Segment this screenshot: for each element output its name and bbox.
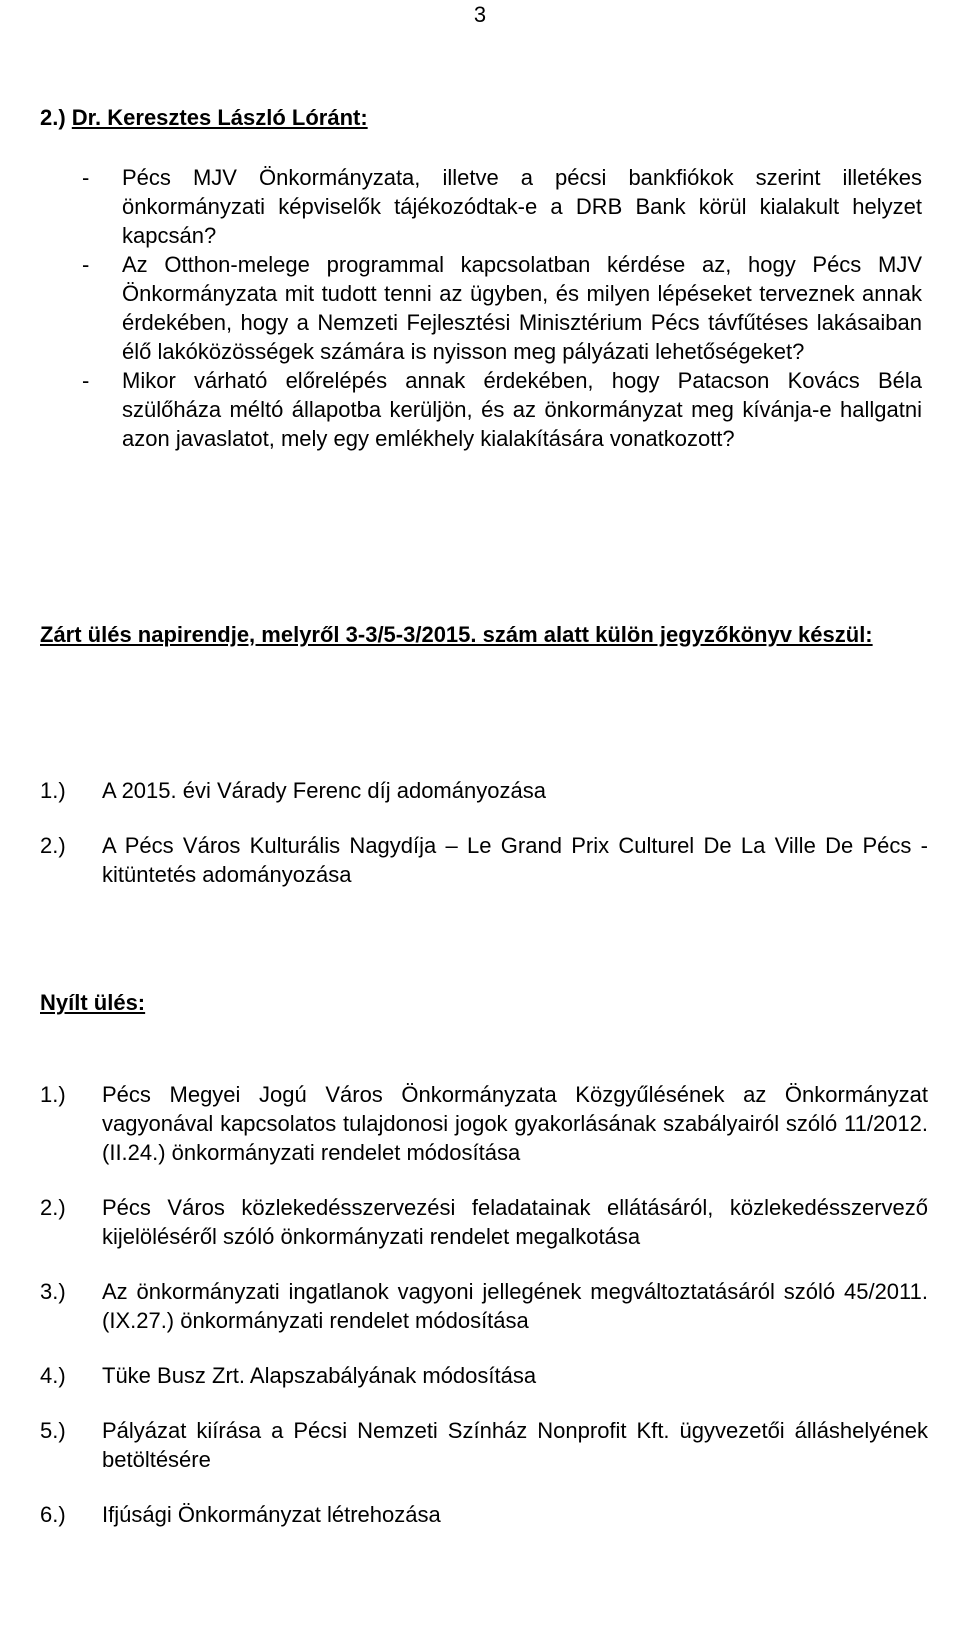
list-item-number: 2.) <box>40 833 66 858</box>
list-item-number: 1.) <box>40 778 66 803</box>
list-item <box>40 366 922 453</box>
list-item-text: Pécs Megyei Jogú Város Önkormányzata Közgyűlésének az Önkormányzat vagyonával kapcsolatos tulajdonosi jogok gyakorlásának szabályairól szóló 11/2012.(II.24.) önkormányzati rendelet módosítása <box>102 1082 928 1165</box>
list-item <box>40 1416 928 1474</box>
list-item <box>40 1361 928 1390</box>
open-session-heading: Nyílt ülés: <box>40 990 146 1015</box>
dash-marker: - <box>82 368 90 393</box>
interpellation-heading-name: Dr. Keresztes László Lóránt: <box>71 105 368 130</box>
page-number: 3 <box>473 2 487 27</box>
closed-session-heading: Zárt ülés napirendje, melyről 3-3/5-3/2015. szám alatt külön jegyzőkönyv készül: <box>40 622 873 647</box>
list-item-number: 1.) <box>40 1082 66 1107</box>
interpellation-items <box>40 163 922 453</box>
list-item <box>40 163 922 250</box>
list-item-number: 6.) <box>40 1502 66 1527</box>
list-item-text: Mikor várható előrelépés annak érdekében, hogy Patacson Kovács Béla szülőháza méltó állapotba kerüljön, és az önkormányzat meg kívánja-e hallgatni azon javaslatot, mely egy emlékhely kialakítására vonatkozott? <box>122 368 922 451</box>
interpellation-section <box>40 103 928 132</box>
dash-marker: - <box>82 252 90 277</box>
closed-session-section <box>40 620 928 649</box>
list-item <box>40 776 928 805</box>
list-item-text: A 2015. évi Várady Ferenc díj adományozása <box>102 778 546 803</box>
list-item-text: Az Otthon-melege programmal kapcsolatban kérdése az, hogy Pécs MJV Önkormányzata mit tudott tenni az ügyben, és milyen lépéseket terveznek annak érdekében, hogy a Nemzeti Fejlesztési Minisztérium Pécs távfűtéses lakásaiban élő lakóközösségek számára is nyisson meg pályázati lehetőségeket? <box>122 252 922 364</box>
list-item-number: 5.) <box>40 1418 66 1443</box>
list-item-text: Ifjúsági Önkormányzat létrehozása <box>102 1502 441 1527</box>
closed-session-items <box>40 776 928 889</box>
list-item-text: Pécs Város közlekedésszervezési feladatainak ellátásáról, közlekedésszervező kijelöléséről szóló önkormányzati rendelet megalkotása <box>102 1195 928 1249</box>
interpellation-heading-number: 2.) <box>40 105 72 130</box>
list-item <box>40 250 922 366</box>
interpellation-heading <box>40 103 928 132</box>
dash-marker: - <box>82 165 90 190</box>
list-item <box>40 1193 928 1251</box>
list-item-text: A Pécs Város Kulturális Nagydíja – Le Grand Prix Culturel De La Ville De Pécs - kitüntetés adományozása <box>102 833 928 887</box>
list-item-text: Az önkormányzati ingatlanok vagyoni jellegének megváltoztatásáról szóló 45/2011. (IX.27.) önkormányzati rendelet módosítása <box>102 1279 928 1333</box>
list-item-text: Pécs MJV Önkormányzata, illetve a pécsi bankfiókok szerint illetékes önkormányzati képviselők tájékozódtak-e a DRB Bank körül kialakult helyzet kapcsán? <box>122 165 922 248</box>
list-item-number: 3.) <box>40 1279 66 1304</box>
list-item-number: 2.) <box>40 1195 66 1220</box>
open-session-section <box>40 988 928 1017</box>
open-session-items <box>40 1080 928 1529</box>
list-item <box>40 831 928 889</box>
list-item-text: Pályázat kiírása a Pécsi Nemzeti Színház Nonprofit Kft. ügyvezetői álláshelyének betöltésére <box>102 1418 928 1472</box>
list-item <box>40 1500 928 1529</box>
list-item-number: 4.) <box>40 1363 66 1388</box>
list-item <box>40 1277 928 1335</box>
list-item-text: Tüke Busz Zrt. Alapszabályának módosítása <box>102 1363 537 1388</box>
list-item <box>40 1080 928 1167</box>
